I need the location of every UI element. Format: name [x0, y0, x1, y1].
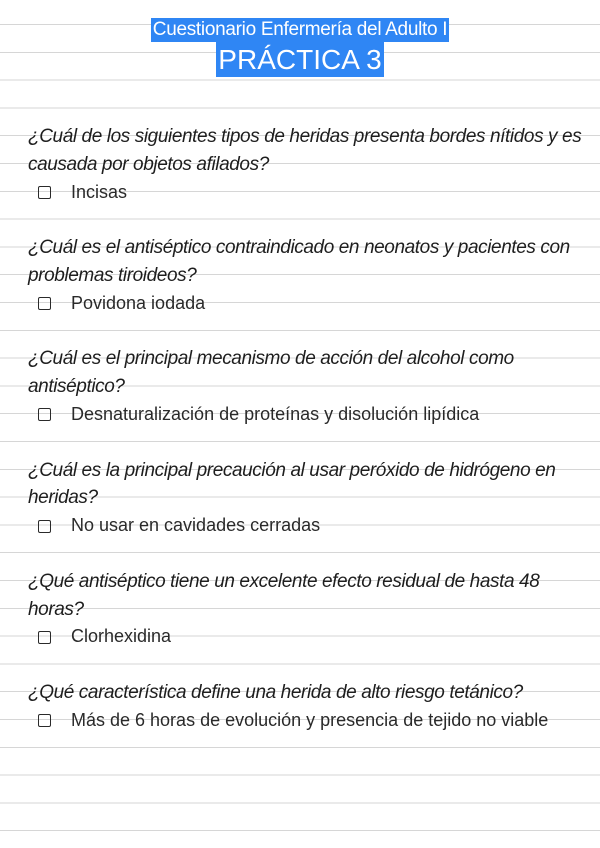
- answer-option[interactable]: [28, 179, 588, 207]
- answer-option[interactable]: [28, 290, 588, 318]
- question-text: ¿Cuál es la principal precaución al usar peróxido de hidrógeno en heridas?: [28, 459, 556, 509]
- question-item: [28, 123, 588, 206]
- checkbox-icon[interactable]: [38, 297, 51, 310]
- question-item: [28, 568, 588, 651]
- question-text: ¿Cuál es el principal mecanismo de acción del alcohol como antiséptico?: [28, 348, 514, 398]
- question-item: [28, 234, 588, 317]
- answer-text: Clorhexidina: [71, 626, 172, 647]
- question-text: ¿Qué característica define una herida de alto riesgo tetánico?: [28, 681, 523, 703]
- answer-text: Desnaturalización de proteínas y disolución lipídica: [71, 403, 480, 424]
- spacer: [28, 318, 588, 346]
- question-item: [28, 457, 588, 540]
- answer-option[interactable]: [28, 623, 588, 651]
- document-title: Cuestionario Enfermería del Adulto I: [152, 19, 448, 40]
- question-text: ¿Cuál es el antiséptico contraindicado en neonatos y pacientes con problemas tiroideos?: [28, 237, 570, 286]
- question-text: ¿Cuál de los siguientes tipos de heridas presenta bordes nítidos y es causada por objetos afilados?: [28, 126, 582, 175]
- question-list: [28, 123, 588, 735]
- answer-text: Más de 6 horas de evolución y presencia de tejido no viable: [71, 709, 549, 730]
- checkbox-icon[interactable]: [38, 520, 51, 533]
- document-header: [0, 18, 600, 77]
- checkbox-icon[interactable]: [38, 408, 51, 421]
- checkbox-icon[interactable]: [38, 714, 51, 727]
- spacer: [28, 206, 588, 234]
- answer-option[interactable]: [28, 401, 588, 429]
- question-item: [28, 345, 588, 428]
- checkbox-icon[interactable]: [38, 631, 51, 644]
- answer-option[interactable]: [28, 707, 588, 735]
- question-text: ¿Qué antiséptico tiene un excelente efecto residual de hasta 48 horas?: [28, 570, 540, 620]
- answer-text: Povidona iodada: [71, 292, 206, 313]
- answer-text: Incisas: [71, 181, 128, 202]
- spacer: [28, 429, 588, 457]
- spacer: [28, 651, 588, 679]
- answer-option[interactable]: [28, 512, 588, 540]
- checkbox-icon[interactable]: [38, 186, 51, 199]
- spacer: [28, 540, 588, 568]
- answer-text: No usar en cavidades cerradas: [71, 515, 321, 536]
- question-item: [28, 679, 588, 735]
- document-subtitle: PRÁCTICA 3: [218, 44, 382, 75]
